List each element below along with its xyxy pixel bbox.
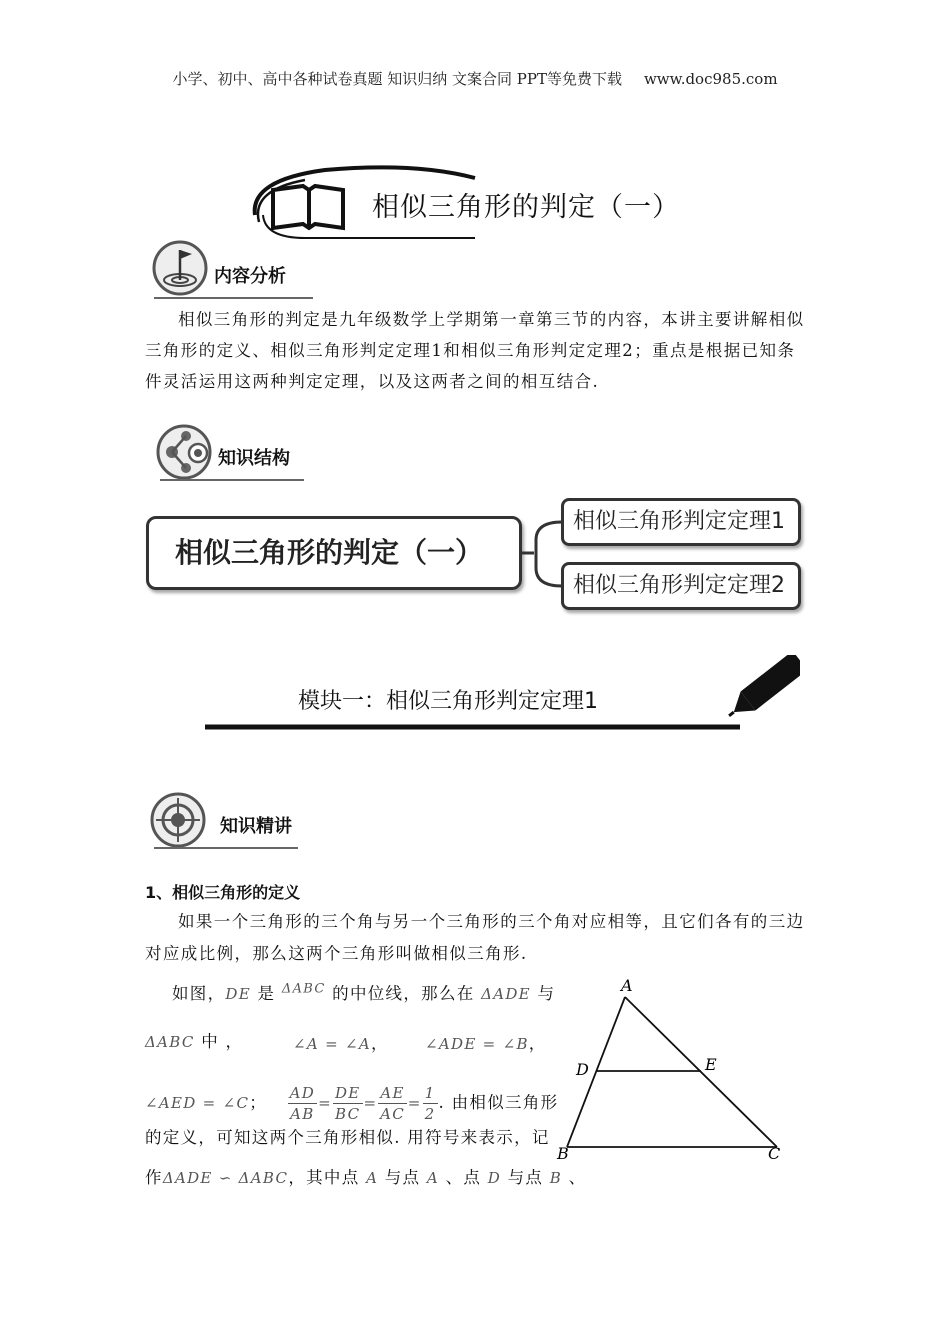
page-header xyxy=(0,68,950,89)
label-e: E xyxy=(705,1055,717,1074)
mindmap-connector xyxy=(520,510,565,600)
example-line-3: ∠AED = ∠C； $\frac{AD}{AB}$ = $\frac{DE}{BC}$ = $\frac{AE}{AC}$ = $\frac{1}{2}$ . 由相似三角形 xyxy=(145,1084,559,1123)
label-d: D xyxy=(576,1060,589,1079)
example-line-4: 的定义，可知这两个三角形相似. 用符号来表示，记 xyxy=(145,1128,550,1147)
pencil-underline-icon xyxy=(200,655,800,740)
section-explain-header xyxy=(150,790,340,854)
side-ac xyxy=(625,997,777,1147)
example-line-1: 如图，DE 是 $^{\Delta ABC}$ 的中位线，那么在 ΔADE 与 xyxy=(172,981,556,1003)
header-site-link[interactable]: www.doc985.com xyxy=(643,70,778,88)
analysis-paragraph: 相似三角形的判定是九年级数学上学期第一章第三节的内容，本讲主要讲解相似三角形的定义、相似三角形判定定理1和相似三角形判定定理2；重点是根据已知条件灵活运用这两种判定定理，以及这两者之间的相互结合. xyxy=(145,310,805,391)
definition-paragraph: 如果一个三角形的三个角与另一个三角形的三个角对应相等，且它们各有的三边对应成比例，那么这两个三角形叫做相似三角形. xyxy=(145,912,805,963)
section-structure-label: 知识结构 xyxy=(218,448,290,469)
mindmap-branch-2: 相似三角形判定定理2 xyxy=(561,562,801,610)
module-title: 模块一：相似三角形判定定理1 xyxy=(298,689,598,714)
equation-angle-ade: ∠ADE = ∠B， xyxy=(425,1034,547,1053)
section-analysis-label: 内容分析 xyxy=(214,266,286,287)
example-line-5: 作ΔADE ∽ ΔABC，其中点 A 与点 A 、点 D 与点 B 、 xyxy=(145,1168,587,1187)
label-b: B xyxy=(557,1144,569,1163)
section-explain-label: 知识精讲 xyxy=(220,816,292,837)
definition-heading: 1、相似三角形的定义 xyxy=(145,883,301,902)
equation-angle-a: ∠A = ∠A， xyxy=(293,1034,389,1053)
section-analysis-header xyxy=(148,240,338,304)
page-title: 相似三角形的判定（一） xyxy=(372,192,680,223)
mindmap-branch-1: 相似三角形判定定理1 xyxy=(561,498,801,546)
header-text: 小学、初中、高中各种试卷真题 知识归纳 文案合同 PPT等免费下载 xyxy=(172,70,622,88)
section-structure-header xyxy=(156,422,346,486)
example-line-2: ΔABC 中 ， xyxy=(145,1032,244,1051)
label-c: C xyxy=(768,1144,781,1163)
mindmap-main-node: 相似三角形的判定（一） xyxy=(146,516,522,590)
label-a: A xyxy=(621,976,633,995)
triangle-figure xyxy=(555,975,795,1170)
